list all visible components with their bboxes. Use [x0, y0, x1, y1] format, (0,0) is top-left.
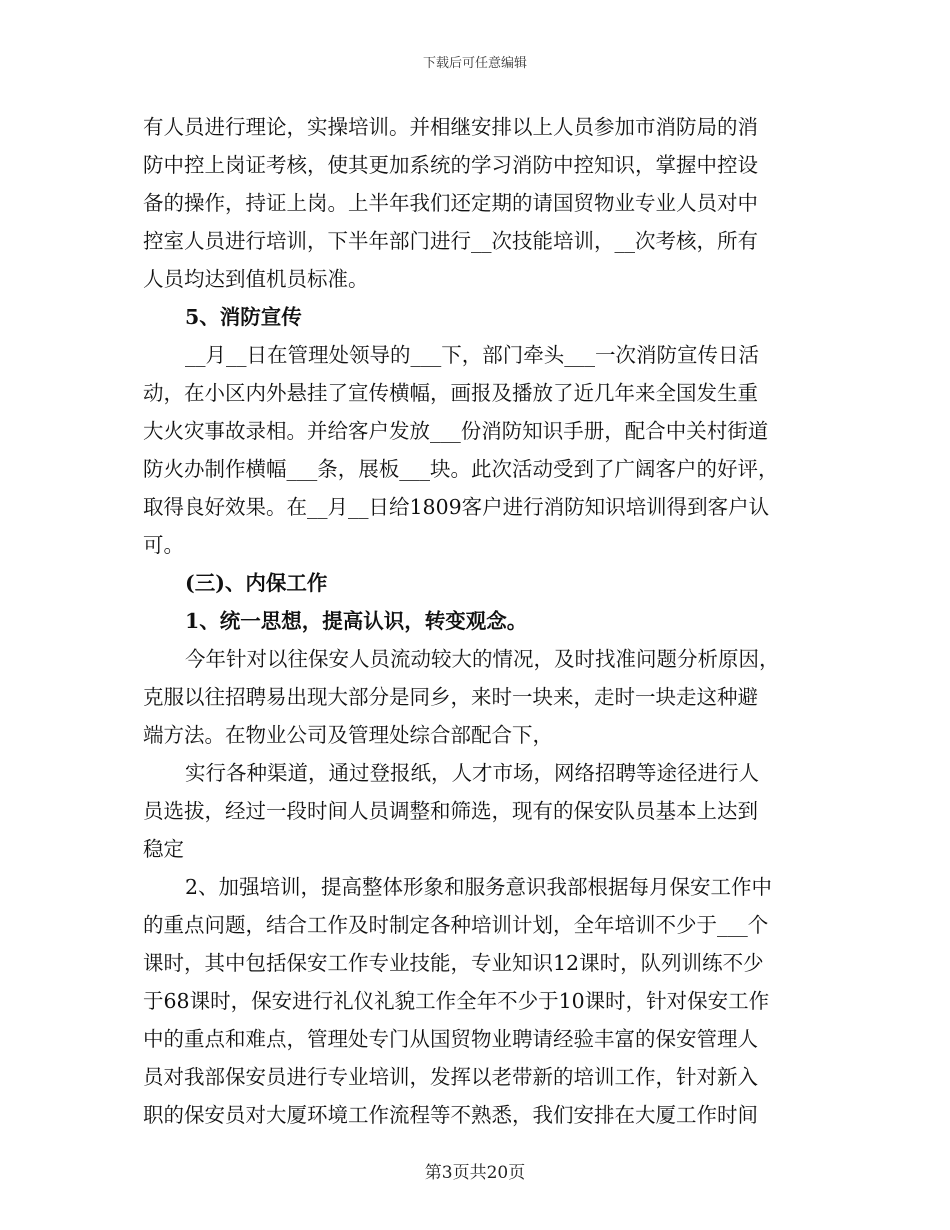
text-line: 人员均达到值机员标准。: [143, 267, 369, 291]
section-heading: (三)、内保工作: [185, 571, 328, 595]
text-line: 职的保安员对大厦环境工作流程等不熟悉，我们安排在大厦工作时间: [143, 1103, 758, 1127]
text-line: 防中控上岗证考核，使其更加系统的学习消防中控知识，掌握中控设: [143, 153, 758, 177]
text-line: 稳定: [143, 837, 184, 861]
text-line: 备的操作，持证上岗。上半年我们还定期的请国贸物业专业人员对中: [143, 191, 758, 215]
text-line: 控室人员进行培训，下半年部门进行__次技能培训，__次考核，所有: [143, 229, 758, 253]
text-line: 大火灾事故录相。并给客户发放___份消防知识手册，配合中关村街道: [143, 419, 769, 443]
text-line: 克服以往招聘易出现大部分是同乡，来时一块来，走时一块走这种避: [143, 685, 758, 709]
text-line: 2、加强培训，提高整体形象和服务意识我部根据每月保安工作中: [185, 875, 773, 899]
text-line: 课时，其中包括保安工作专业技能，专业知识12课时，队列训练不少: [143, 951, 764, 975]
text-line: 中的重点和难点，管理处专门从国贸物业聘请经验丰富的保安管理人: [143, 1027, 758, 1051]
text-line: 可。: [143, 533, 184, 557]
section-heading: 1、统一思想，提高认识，转变观念。: [185, 609, 528, 633]
text-line: 取得良好效果。在__月__日给1809客户进行消防知识培训得到客户认: [143, 495, 770, 519]
page-footer: 第3页共20页: [424, 1163, 526, 1183]
text-line: 端方法。在物业公司及管理处综合部配合下，: [143, 723, 553, 747]
text-line: 防火办制作横幅___条，展板___块。此次活动受到了广阔客户的好评，: [143, 457, 779, 481]
text-line: 员对我部保安员进行专业培训，发挥以老带新的培训工作，针对新入: [143, 1065, 758, 1089]
text-line: 员选拔，经过一段时间人员调整和筛选，现有的保安队员基本上达到: [143, 799, 758, 823]
document-body: [143, 108, 807, 1134]
text-line: 实行各种渠道，通过登报纸，人才市场，网络招聘等途径进行人: [185, 761, 759, 785]
text-line: 今年针对以往保安人员流动较大的情况，及时找准问题分析原因，: [185, 647, 780, 671]
text-line: 的重点问题，结合工作及时制定各种培训计划，全年培训不少于___个: [143, 913, 769, 937]
text-line: 动，在小区内外悬挂了宣传横幅，画报及播放了近几年来全国发生重: [143, 381, 758, 405]
text-line: 有人员进行理论，实操培训。并相继安排以上人员参加市消防局的消: [143, 115, 758, 139]
text-line: 于68课时，保安进行礼仪礼貌工作全年不少于10课时，针对保安工作: [143, 989, 770, 1013]
section-heading: 5、消防宣传: [185, 305, 302, 329]
page-header: 下载后可任意编辑: [422, 56, 527, 71]
text-line: __月__日在管理处领导的___下，部门牵头___一次消防宣传日活: [185, 343, 759, 367]
